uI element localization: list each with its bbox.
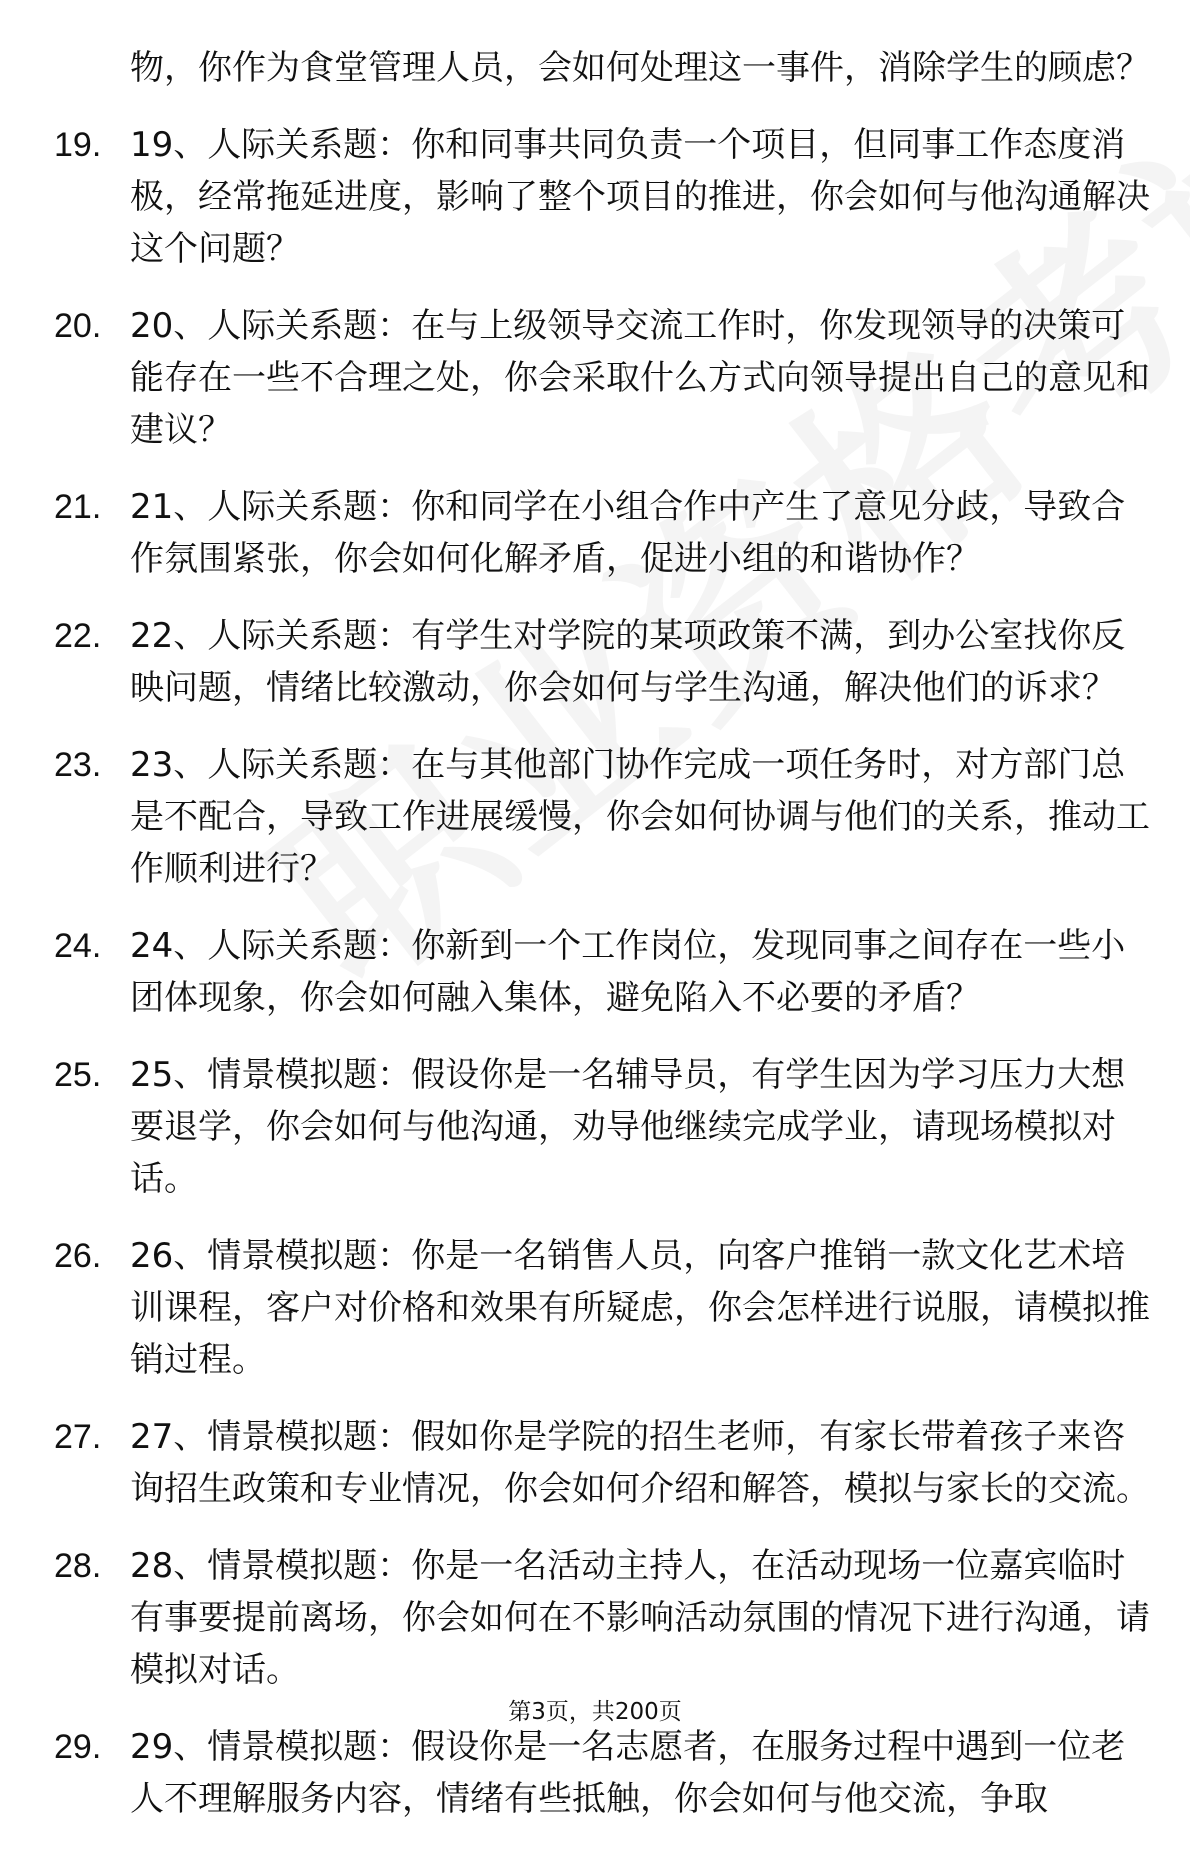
question-number: 29.	[54, 1728, 102, 1766]
list-item	[0, 300, 1190, 456]
question-number: 28.	[54, 1547, 102, 1585]
list-item	[0, 1230, 1190, 1386]
question-number: 27.	[54, 1418, 102, 1456]
question-number: 20.	[54, 307, 102, 345]
question-text: 29、情景模拟题：假设你是一名志愿者，在服务过程中遇到一位老人不理解服务内容，情绪有些抵触，你会如何与他交流，争取	[130, 1727, 1126, 1819]
question-number: 25.	[54, 1056, 102, 1094]
question-text: 20、人际关系题：在与上级领导交流工作时，你发现领导的决策可能存在一些不合理之处，你会采取什么方式向领导提出自己的意见和建议？	[130, 306, 1150, 450]
question-text: 22、人际关系题：有学生对学院的某项政策不满，到办公室找你反映问题，情绪比较激动，你会如何与学生沟通，解决他们的诉求？	[130, 616, 1126, 708]
question-number: 19.	[54, 126, 102, 164]
question-number: 22.	[54, 617, 102, 655]
question-text: 27、情景模拟题：假如你是学院的招生老师，有家长带着孩子来咨询招生政策和专业情况，你会如何介绍和解答，模拟与家长的交流。	[130, 1417, 1150, 1509]
list-item-continued	[0, 42, 1190, 94]
question-number: 21.	[54, 488, 102, 526]
question-text: 物，你作为食堂管理人员，会如何处理这一事件，消除学生的顾虑？	[130, 48, 1150, 88]
question-number: 24.	[54, 927, 102, 965]
list-item	[0, 1411, 1190, 1515]
list-item	[0, 739, 1190, 895]
question-text: 26、情景模拟题：你是一名销售人员，向客户推销一款文化艺术培训课程，客户对价格和效果有所疑虑，你会怎样进行说服，请模拟推销过程。	[130, 1236, 1150, 1380]
list-item	[0, 1540, 1190, 1696]
question-text: 24、人际关系题：你新到一个工作岗位，发现同事之间存在一些小团体现象，你会如何融入集体，避免陷入不必要的矛盾？	[130, 926, 1126, 1018]
list-item	[0, 481, 1190, 585]
list-item	[0, 610, 1190, 714]
page-footer	[0, 1692, 1190, 1732]
question-list	[0, 42, 1190, 1850]
question-number: 26.	[54, 1237, 102, 1275]
list-item	[0, 1049, 1190, 1205]
question-text: 19、人际关系题：你和同事共同负责一个项目，但同事工作态度消极，经常拖延进度，影响了整个项目的推进，你会如何与他沟通解决这个问题？	[130, 125, 1150, 269]
list-item	[0, 1721, 1190, 1825]
question-text: 23、人际关系题：在与其他部门协作完成一项任务时，对方部门总是不配合，导致工作进展缓慢，你会如何协调与他们的关系，推动工作顺利进行？	[130, 745, 1150, 889]
list-item	[0, 119, 1190, 275]
list-item	[0, 920, 1190, 1024]
question-text: 25、情景模拟题：假设你是一名辅导员，有学生因为学习压力大想要退学，你会如何与他沟通，劝导他继续完成学业，请现场模拟对话。	[130, 1055, 1126, 1199]
page-number: 第3页，共200页	[508, 1699, 682, 1725]
question-text: 28、情景模拟题：你是一名活动主持人，在活动现场一位嘉宾临时有事要提前离场，你会如何在不影响活动氛围的情况下进行沟通，请模拟对话。	[130, 1546, 1150, 1690]
question-text: 21、人际关系题：你和同学在小组合作中产生了意见分歧，导致合作氛围紧张，你会如何化解矛盾，促进小组的和谐协作？	[130, 487, 1126, 579]
question-number: 23.	[54, 746, 102, 784]
